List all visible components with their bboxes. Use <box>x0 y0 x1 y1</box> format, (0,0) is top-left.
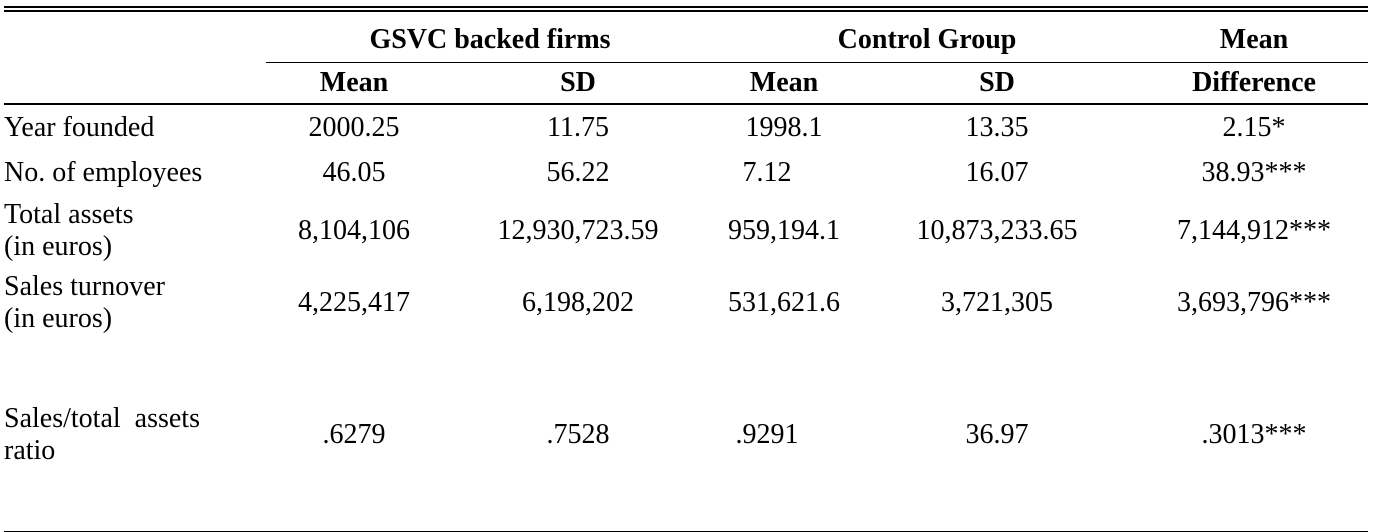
subheader-blank-cell <box>4 63 266 105</box>
mean-difference-cell: 3,693,796*** <box>1177 287 1332 318</box>
control-mean-cell: 959,194.1 <box>728 215 840 246</box>
table-row <box>4 267 1368 339</box>
gsvc-mean-cell: 2000.25 <box>308 112 400 143</box>
mean-difference-cell: 7,144,912*** <box>1177 215 1332 246</box>
control-group-header: Control Group <box>714 12 1140 63</box>
group-header-row <box>4 12 1368 63</box>
row-label <box>4 339 266 532</box>
gsvc-sd-cell: 12,930,723.59 <box>497 215 659 246</box>
control-sd-cell: 3,721,305 <box>941 287 1053 318</box>
sub-header-row <box>4 63 1368 105</box>
gsvc-sd-cell: 11.75 <box>547 112 609 143</box>
row-label <box>4 151 266 195</box>
gsvc-mean-cell: .6279 <box>266 339 442 532</box>
table-row <box>4 104 1368 151</box>
table-row <box>4 151 1368 195</box>
mean-difference-header-bottom: Difference <box>1140 63 1368 105</box>
row-label <box>4 195 266 267</box>
row-label-line: (in euros) <box>4 303 113 334</box>
control-sd-header: SD <box>854 63 1140 105</box>
gsvc-sd-header: SD <box>442 63 714 105</box>
table-row <box>4 195 1368 267</box>
control-sd-cell: 36.97 <box>854 339 1140 532</box>
control-mean-cell: 531,621.6 <box>728 287 840 318</box>
control-sd-cell: 10,873,233.65 <box>916 215 1078 246</box>
control-sd-cell: 13.35 <box>965 112 1029 143</box>
gsvc-sd-cell: 6,198,202 <box>522 287 634 318</box>
mean-difference-cell: 38.93*** <box>1201 157 1307 188</box>
row-label <box>4 104 266 151</box>
row-label-line: No. of employees <box>4 157 203 188</box>
gsvc-mean-header: Mean <box>266 63 442 105</box>
gsvc-sd-cell: 56.22 <box>546 157 610 188</box>
descriptive-statistics-table <box>4 12 1368 532</box>
gsvc-mean-cell: 4,225,417 <box>298 287 410 318</box>
gsvc-sd-cell: .7528 <box>442 339 714 532</box>
row-label <box>4 267 266 339</box>
row-label-line: Total assets <box>4 199 134 230</box>
table-row <box>4 339 1368 532</box>
mean-difference-header-top: Mean <box>1140 12 1368 63</box>
control-mean-cell: 7.12 <box>742 157 792 188</box>
gsvc-mean-cell: 46.05 <box>322 157 386 188</box>
row-label-line: Sales turnover <box>4 271 165 302</box>
control-mean-header: Mean <box>714 63 854 105</box>
header-blank-cell <box>4 12 266 63</box>
control-mean-cell: .9291 <box>714 339 854 532</box>
control-mean-cell: 1998.1 <box>745 112 823 143</box>
row-label-line: Year founded <box>4 112 155 143</box>
gsvc-mean-cell: 8,104,106 <box>298 215 410 246</box>
gsvc-group-header: GSVC backed firms <box>266 12 714 63</box>
mean-difference-cell: .3013*** <box>1140 339 1368 532</box>
row-label-line: Sales/total assets <box>4 403 200 434</box>
mean-difference-cell: 2.15* <box>1222 112 1286 143</box>
control-sd-cell: 16.07 <box>965 157 1029 188</box>
row-label-line: ratio <box>4 435 56 466</box>
row-label-line: (in euros) <box>4 231 113 262</box>
statistics-table-container <box>4 6 1368 532</box>
